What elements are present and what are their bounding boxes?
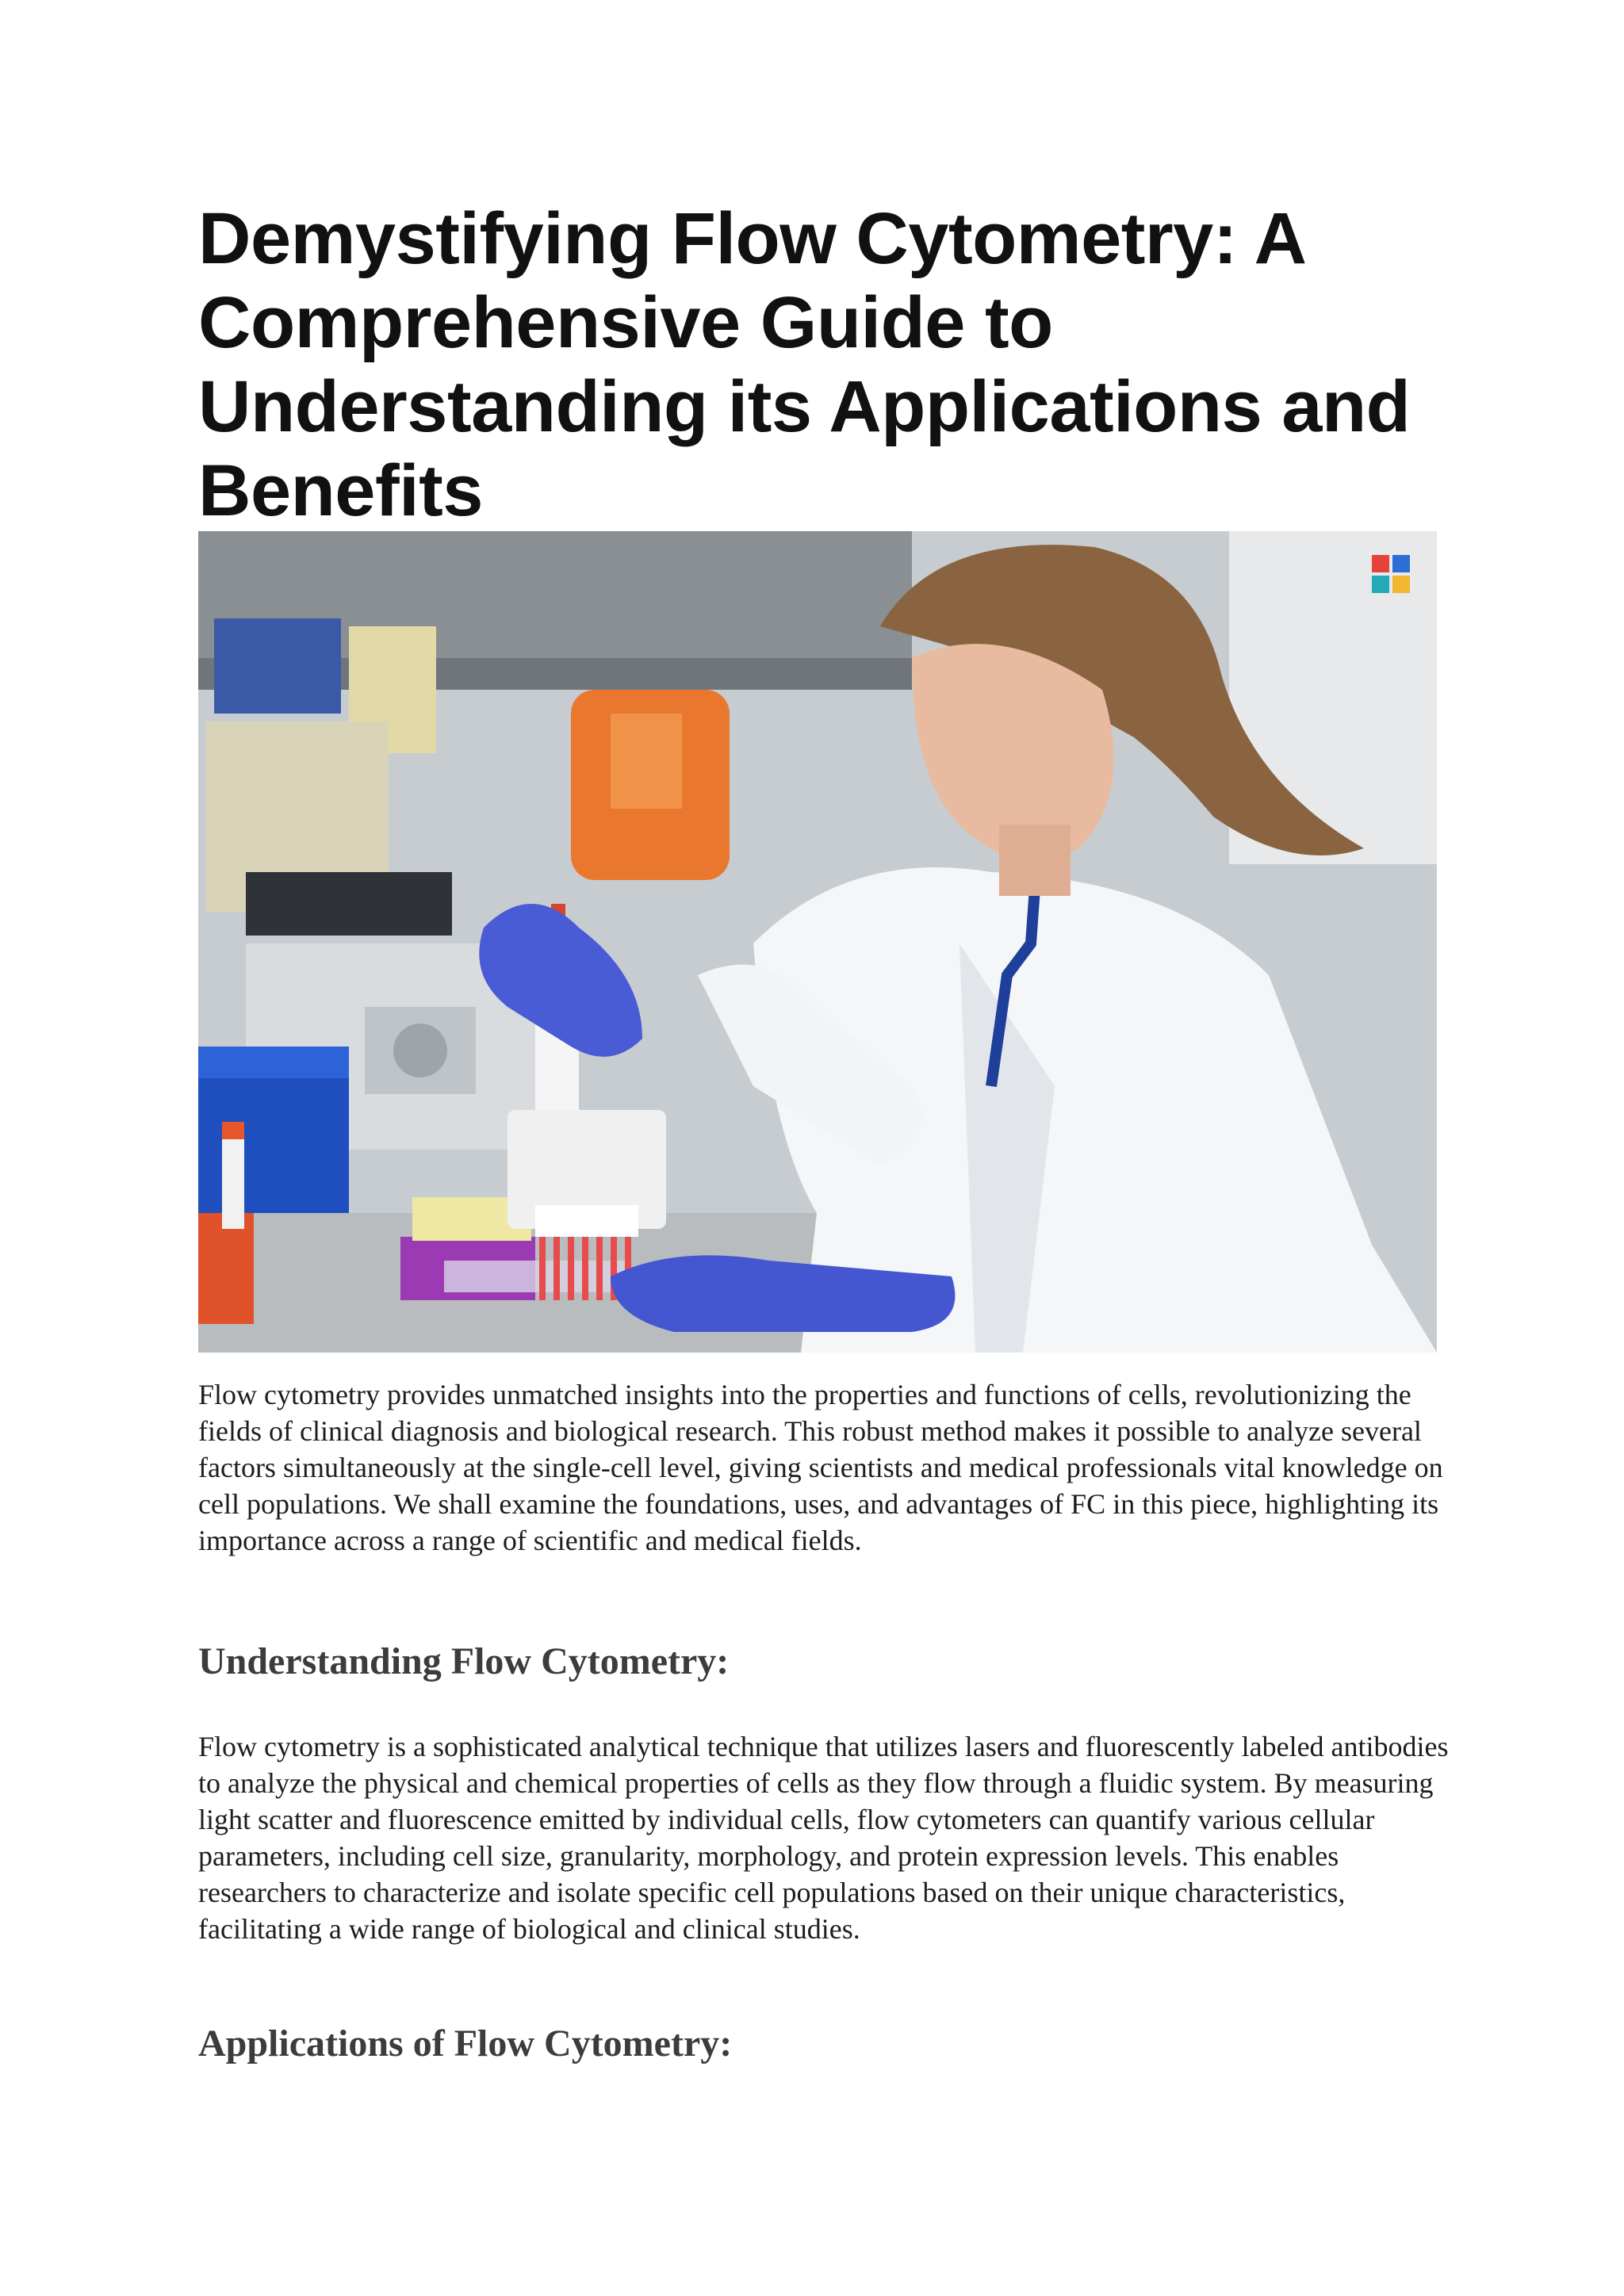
section-heading-applications: Applications of Flow Cytometry:: [198, 2022, 733, 2064]
intro-paragraph: Flow cytometry provides unmatched insights into the properties and functions of cells, revolutionizing the fields of clinical diagnosis and biological research. This robust method makes it possible to analyze several factors simultaneously at the single-cell level, giving scientists and medical professionals vital knowledge on cell populations. We shall examine the foundations, uses, and advantages of FC in this piece, highlighting its importance across a range of scientific and medical fields.: [198, 1379, 1443, 1556]
article-title: Demystifying Flow Cytometry: A Comprehensive Guide to Understanding its Applications and Benefits: [198, 198, 1411, 531]
hero-image: [198, 531, 1437, 1353]
section-heading-understanding: Understanding Flow Cytometry:: [198, 1640, 730, 1682]
lab-photo: [198, 531, 1437, 1353]
understanding-paragraph: Flow cytometry is a sophisticated analytical technique that utilizes lasers and fluorescently labeled antibodies to analyze the physical and chemical properties of cells as they flow through a fluidic system. By measuring light scatter and fluorescence emitted by individual cells, flow cytometers can quantify various cellular parameters, including cell size, granularity, morphology, and protein expression levels. This enables researchers to characterize and isolate specific cell populations based on their unique characteristics, facilitating a wide range of biological and clinical studies.: [198, 1731, 1449, 1945]
